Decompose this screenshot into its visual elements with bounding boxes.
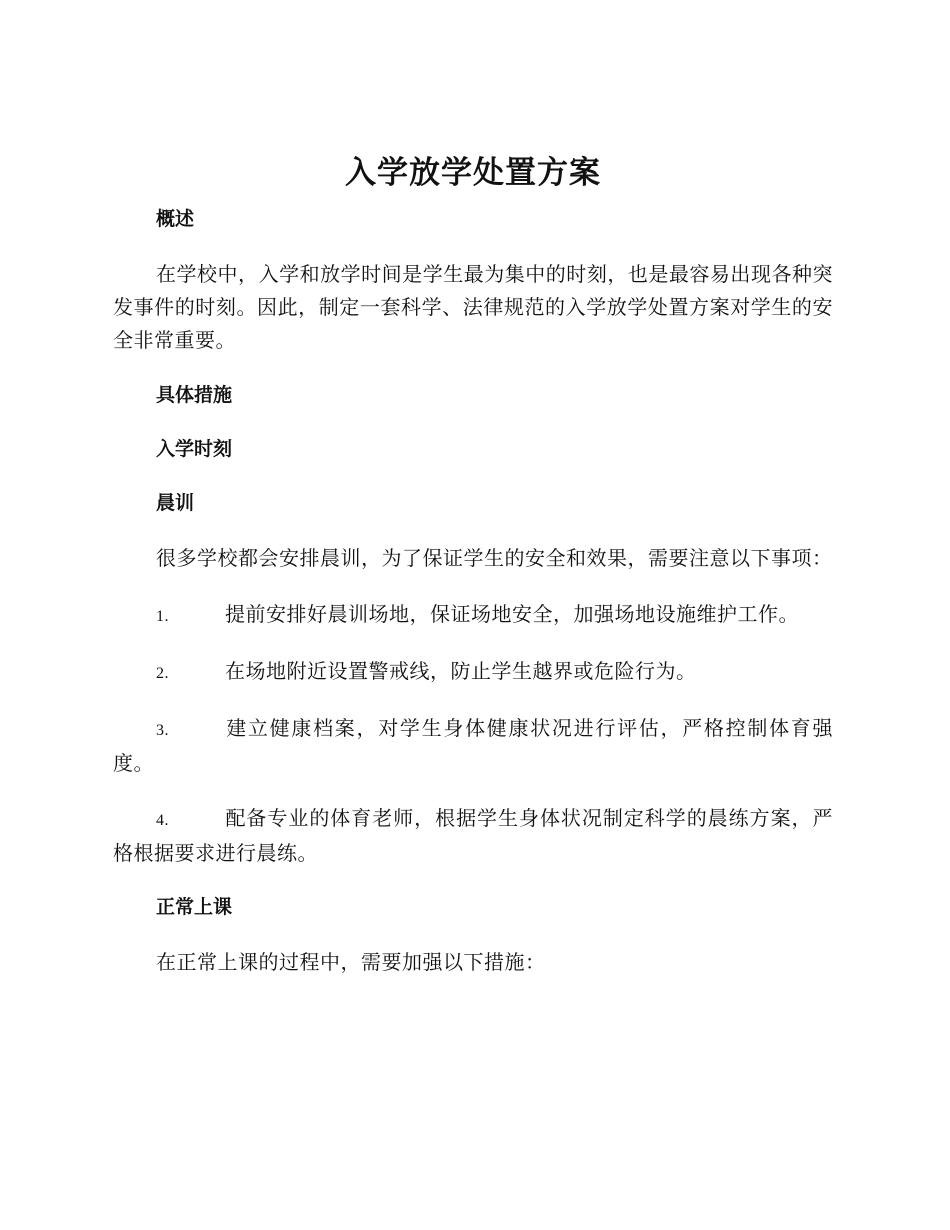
list-item-text: 提前安排好晨训场地，保证场地安全，加强场地设施维护工作。	[225, 602, 799, 626]
list-item	[113, 712, 833, 780]
list-item	[113, 598, 833, 633]
list-item-text: 建立健康档案，对学生身体健康状况进行评估，严格控制体育强度。	[113, 716, 833, 775]
list-item	[113, 655, 833, 690]
list-item-text: 配备专业的体育老师，根据学生身体状况制定科学的晨练方案，严格根据要求进行晨练。	[113, 806, 833, 865]
paragraph-overview: 在学校中，入学和放学时间是学生最为集中的时刻，也是最容易出现各种突发事件的时刻。因此，制定一套科学、法律规范的入学放学处置方案对学生的安全非常重要。	[113, 262, 833, 352]
section-heading-arrival: 入学时刻	[156, 438, 233, 460]
document-page	[113, 150, 833, 1002]
section-heading-measures: 具体措施	[156, 384, 233, 406]
list-item-number: 2.	[156, 665, 169, 682]
list-item-text: 在场地附近设置警戒线，防止学生越界或危险行为。	[225, 659, 697, 683]
list-item-number: 1.	[156, 608, 169, 625]
section-heading-morning-training: 晨训	[156, 492, 195, 514]
list-item	[113, 802, 833, 870]
paragraph-regular-class: 在正常上课的过程中，需要加强以下措施：	[156, 950, 546, 974]
list-item-number: 4.	[156, 812, 169, 829]
section-heading-regular-class: 正常上课	[156, 896, 233, 918]
paragraph-morning-training: 很多学校都会安排晨训，为了保证学生的安全和效果，需要注意以下事项：	[156, 546, 833, 570]
section-heading-overview: 概述	[156, 208, 195, 230]
list-item-number: 3.	[156, 722, 169, 739]
document-title: 入学放学处置方案	[345, 155, 601, 191]
